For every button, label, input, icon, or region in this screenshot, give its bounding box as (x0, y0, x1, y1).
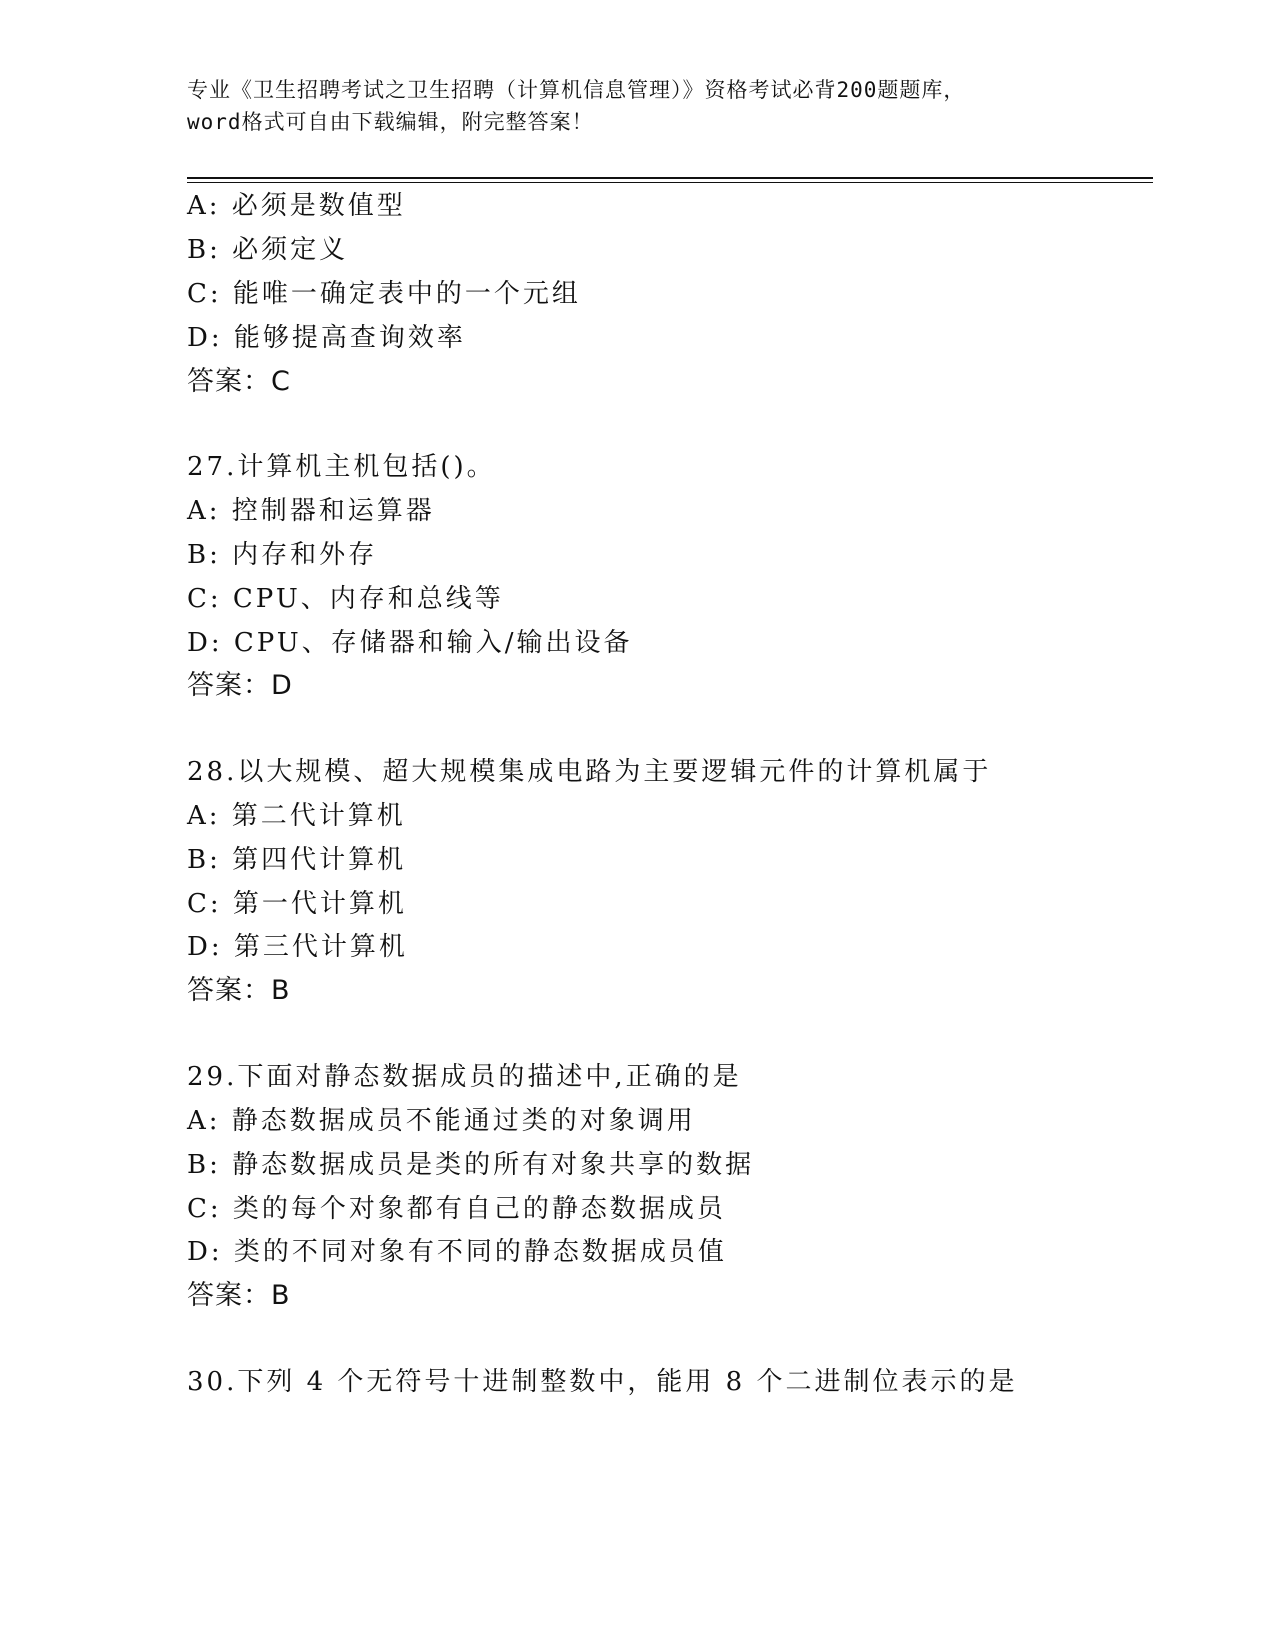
document-header (187, 74, 1107, 138)
q27-option-a: A: 控制器和运算器 (187, 496, 435, 526)
q28-answer: 答案：B (187, 975, 291, 1006)
header-title-line-2: word格式可自由下载编辑，附完整答案！ (187, 110, 594, 134)
q29-stem: 29.下面对静态数据成员的描述中,正确的是 (187, 1062, 742, 1092)
q28-option-d: D: 第三代计算机 (187, 932, 408, 962)
q26-option-d: D: 能够提高查询效率 (187, 323, 466, 353)
q27-option-b: B: 内存和外存 (187, 540, 378, 570)
q30-stem: 30.下列 4 个无符号十进制整数中，能用 8 个二进制位表示的是 (187, 1367, 1018, 1397)
q29-answer: 答案：B (187, 1280, 291, 1311)
q29-option-a: A: 静态数据成员不能通过类的对象调用 (187, 1106, 696, 1136)
q29-option-b: B: 静态数据成员是类的所有对象共享的数据 (187, 1150, 755, 1180)
q28-option-a: A: 第二代计算机 (187, 801, 406, 831)
q27-option-c: C: CPU、内存和总线等 (187, 584, 504, 614)
q29-option-c: C: 类的每个对象都有自己的静态数据成员 (187, 1194, 726, 1224)
q29-option-d: D: 类的不同对象有不同的静态数据成员值 (187, 1237, 727, 1267)
q27-answer: 答案：D (187, 670, 293, 701)
q28-option-b: B: 第四代计算机 (187, 845, 407, 875)
header-divider-thin (187, 182, 1153, 183)
q28-stem: 28.以大规模、超大规模集成电路为主要逻辑元件的计算机属于 (187, 757, 992, 787)
q26-option-c: C: 能唯一确定表中的一个元组 (187, 279, 581, 309)
header-divider (187, 177, 1153, 179)
q28-option-c: C: 第一代计算机 (187, 889, 407, 919)
q27-stem: 27.计算机主机包括()。 (187, 452, 496, 482)
q26-option-a: A: 必须是数值型 (187, 191, 406, 221)
header-title-line-1: 专业《卫生招聘考试之卫生招聘（计算机信息管理）》资格考试必背200题题库， (187, 78, 966, 102)
q26-answer: 答案：C (187, 366, 291, 397)
q27-option-d: D: CPU、存储器和输入/输出设备 (187, 628, 633, 658)
q26-option-b: B: 必须定义 (187, 235, 349, 265)
